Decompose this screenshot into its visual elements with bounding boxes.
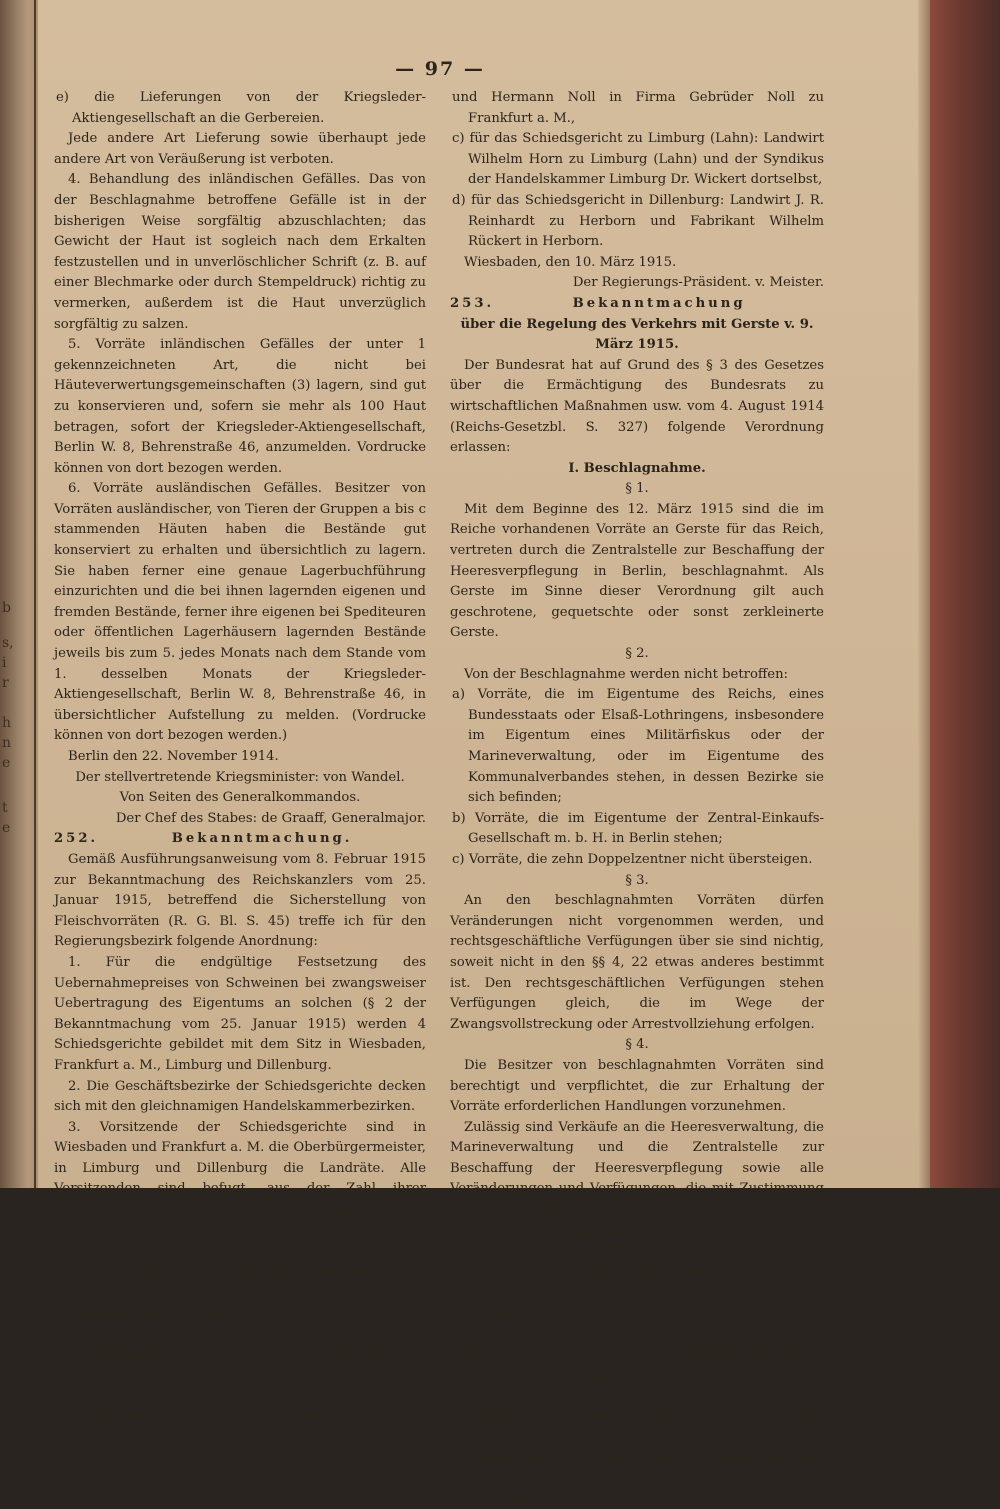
- margin-letter: h: [2, 715, 12, 731]
- paragraph: § 4.: [625, 1037, 649, 1053]
- section-number: 252.: [54, 831, 99, 847]
- paragraph: § 3.: [625, 872, 649, 888]
- paragraph: Der Regierungs-Präsident. v. Meister.: [572, 275, 824, 291]
- paragraph: e) die Lieferungen von der Kriegsleder-Aktiengesellschaft an die Gerbereien.: [56, 90, 426, 126]
- paragraph: und Hermann Noll in Firma Gebrüder Noll zu Frankfurt a. M.,: [452, 90, 824, 126]
- paragraph: c) Unternehmer landwirtschaftlicher Betriebe und Händler für Saatzwecke Saatgerste liefern, welche nachweislich aus landwirtschaftlichen Betrieben stammt, die sich in den letzten zwei Jahren mit dem Verkaufe von Saatgerste befaßt haben; andere Saatgerste darf nur mit: [452, 1387, 824, 1506]
- left-column: [54, 88, 426, 1447]
- paragraph: Der stellvertretende Kriegsminister: von Wandel.: [75, 769, 405, 785]
- paragraph: a) Halter von Zuchttieren und Pferden sowie Unternehmer landwirtschaftlicher Betriebe ihre Vorräte zum Füttern in der eigenen Wirtschaft verwenden;: [452, 1243, 824, 1321]
- section-title: Bekanntmachung: [572, 295, 746, 311]
- paragraph: 4. Zu Beisitzern der Schiedsgerichte werden auf Vorschlag der Landwirtschaftskammer und der Handelskammern ernannt:: [54, 1263, 426, 1321]
- margin-letter: e: [2, 820, 11, 836]
- paragraph: 2. Die Geschäftsbezirke der Schiedsgerichte decken sich mit den gleichnamigen Handelskammerbezirken.: [54, 1078, 426, 1115]
- paragraph: § 1.: [625, 481, 649, 497]
- paragraph: Von Seiten des Generalkommandos.: [119, 790, 361, 806]
- margin-letter: t: [2, 800, 8, 816]
- section-number: 253.: [450, 295, 495, 311]
- paragraph: Die Besitzer von beschlagnahmten Vorräten sind berechtigt und verpflichtet, die zur Erhaltung der Vorräte erforderlichen Handlungen vorzunehmen.: [450, 1057, 824, 1115]
- page-number: — 97 —: [395, 58, 485, 80]
- section-heading: [450, 294, 824, 315]
- paragraph: Trotz der Beschlagnahme dürfen: [464, 1222, 685, 1238]
- page-curl-edge: [918, 0, 930, 1190]
- paragraph: § 2.: [625, 646, 649, 662]
- paragraph: Der Chef des Stabes: de Graaff, Generalmajor.: [115, 810, 426, 826]
- paragraph: über die Regelung des Verkehrs mit Gerste v. 9. März 1915.: [460, 316, 814, 353]
- paragraph: Von der Beschlagnahme werden nicht betroffen:: [464, 666, 789, 682]
- margin-letter: n: [2, 735, 12, 751]
- paragraph: 6. Vorräte ausländischen Gefälles. Besitzer von Vorräten ausländischer, von Tieren der Gruppen a bis c stammenden Häuten haben die Bestände gut konserviert zu erhalten und übersichtlich zu lagern. Sie haben ferner eine genaue Lagerbuchführung einzurichten und die bei ihnen lagernden eigenen und fremden Bestände, ferner ihre eigenen bei Spediteuren oder öffentlichen Lagerhäusern lagernden Bestände jeweils bis zum 5. jedes Monats nach dem Stande vom 1. desselben Monats der Kriegsleder-Aktiengesellschaft, Berlin W. 8, Behrenstraße 46, in übersichtlicher Aufstellung zu melden. (Vordrucke können von dort bezogen werden.): [54, 481, 426, 744]
- paragraph: An den beschlagnahmten Vorräten dürfen Veränderungen nicht vorgenommen werden, und rechtsgeschäftliche Verfügungen über sie sind nichtig, soweit nicht in den §§ 4, 22 etwas anderes bestimmt ist. Den rechtsgeschäftlichen Verfügungen stehen Verfügungen gleich, die im Wege der Zwangsvollstreckung oder Arrestvollziehung erfolgen.: [450, 893, 824, 1032]
- paragraph: b) für das Schiedsgericht in Frankfurt a. M.: der Königliche Oekonomierat Karl Stede in Frankfurt a. M.: [56, 1387, 426, 1444]
- adjacent-page-letters: [2, 0, 32, 1190]
- paragraph: b) Unternehmer landwirtschaftlicher Betriebe aus ihren Vorräten das zur Frühjahrsbestellung erforderliche Saatgut zur Saat verwenden;: [452, 1325, 824, 1382]
- paragraph: 1. Für die endgültige Festsetzung des Uebernahmepreises von Schweinen bei zwangsweiser Uebertragung des Eigentums an solchen (§ 2 der Bekanntmachung vom 25. Januar 1915) werden 4 Schiedsgerichte gebildet mit dem Sitz in Wiesbaden, Frankfurt a. M., Limburg und Dillenburg.: [54, 954, 426, 1073]
- paragraph: a) für das Schiedsgericht in Wiesbaden: der Landwirt Adolf Stricker in Wiesbaden und der Syndikus der Handelskammer Wiesbaden Dr. Merbot daselbst,: [56, 1325, 426, 1382]
- paragraph: d) für das Schiedsgericht in Dillenburg: Landwirt J. R. Reinhardt zu Herborn und Fabrikant Wilhelm Rückert in Herborn.: [452, 192, 824, 250]
- paragraph: 4. Behandlung des inländischen Gefälles. Das von der Beschlagnahme betroffene Gefälle ist in der bisherigen Weise sorgfältig abzuschlachten; das Gewicht der Haut ist sogleich nach dem Erkalten festzustellen und in unverlöschlicher Schrift (z. B. auf einer Blechmarke oder durch Stempeldruck) richtig zu vermerken, außerdem ist die Haut unverzüglich sorgfältig zu salzen.: [54, 172, 426, 332]
- paragraph: Wiesbaden, den 10. März 1915.: [464, 254, 677, 270]
- margin-letter: e: [2, 755, 11, 771]
- paragraph: b) Vorräte, die im Eigentume der Zentral-Einkaufs-Gesellschaft m. b. H. in Berlin stehen;: [452, 810, 824, 847]
- paragraph: a) Vorräte, die im Eigentume des Reichs, eines Bundesstaats oder Elsaß-Lothringens, insbesondere im Eigentum eines Militärfiskus oder der Marineverwaltung, oder im Eigentume des Kommunalverbandes stehen, in dessen Bezirke sie sich befinden;: [452, 687, 824, 806]
- right-column: [450, 88, 824, 1509]
- section-heading: [54, 829, 426, 850]
- section-title: Bekanntmachung.: [171, 831, 353, 847]
- paragraph: c) Vorräte, die zehn Doppelzentner nicht übersteigen.: [452, 851, 813, 867]
- paragraph: Berlin den 22. November 1914.: [68, 749, 279, 764]
- paragraph: Der Bundesrat hat auf Grund des § 3 des Gesetzes über die Ermächtigung des Bundesrats zu wirtschaftlichen Maßnahmen usw. vom 4. August 1914 (Reichs-Gesetzbl. S. 327) folgende Verordnung erlassen:: [450, 357, 824, 456]
- paragraph: 5. Vorräte inländischen Gefälles der unter 1 gekennzeichneten Art, die nicht bei Häuteverwertungsgemeinschaften (3) lagern, sind gut zu konservieren und, sofern sie mehr als 100 Haut betragen, sofort der Kriegsleder-Aktiengesellschaft, Berlin W. 8, Behrenstraße 46, anzumelden. Vordrucke können von dort bezogen werden.: [54, 337, 426, 476]
- margin-letter: s,: [2, 635, 14, 651]
- paragraph: Jede andere Art Lieferung sowie überhaupt jede andere Art von Veräußerung ist verboten.: [54, 131, 426, 167]
- paragraph: c) für das Schiedsgericht zu Limburg (Lahn): Landwirt Wilhelm Horn zu Limburg (Lahn) und der Syndikus der Handelskammer Limburg Dr. Wickert dortselbst,: [452, 131, 824, 188]
- page-gutter-line: [34, 0, 36, 1190]
- paragraph: Mit dem Beginne des 12. März 1915 sind die im Reiche vorhandenen Vorräte an Gerste für das Reich, vertreten durch die Zentralstelle zur Beschaffung der Heeresverpflegung in Berlin, beschlagnahmt. Als Gerste im Sinne dieser Verordnung gilt auch geschrotene, gequetschte oder sonst zerkleinerte Gerste.: [450, 501, 824, 641]
- margin-letter: r: [2, 675, 9, 691]
- paragraph: 3. Vorsitzende der Schiedsgerichte sind in Wiesbaden und Frankfurt a. M. die Oberbürgermeister, in Limburg und Dillenburg die Landräte. Alle Vorsitzenden sind befugt, aus der Zahl ihrer gesetzlichen Vertreter im Hauptamt einen stellvertretenden Vorsitzenden für das Schiedsgericht zu ernennen.: [54, 1119, 426, 1259]
- paragraph: Gemäß Ausführungsanweisung vom 8. Februar 1915 zur Bekanntmachung des Reichskanzlers vom 25. Januar 1915, betreffend die Sicherstellung von Fleischvorräten (R. G. Bl. S. 45) treffe ich für den Regierungsbezirk folgende Anordnung:: [54, 851, 426, 950]
- margin-letter: b: [2, 600, 11, 616]
- paragraph: I. Beschlagnahme.: [568, 460, 706, 476]
- margin-letter: i: [2, 655, 7, 671]
- paragraph: Zulässig sind Verkäufe an die Heeresverwaltung, die Marineverwaltung und die Zentralstelle zur Beschaffung der Heeresverpflegung sowie alle Veränderungen und Verfügungen, die mit Zustimmung der Zentralstelle erfolgen.: [450, 1119, 824, 1218]
- book-binding: [930, 0, 1000, 1230]
